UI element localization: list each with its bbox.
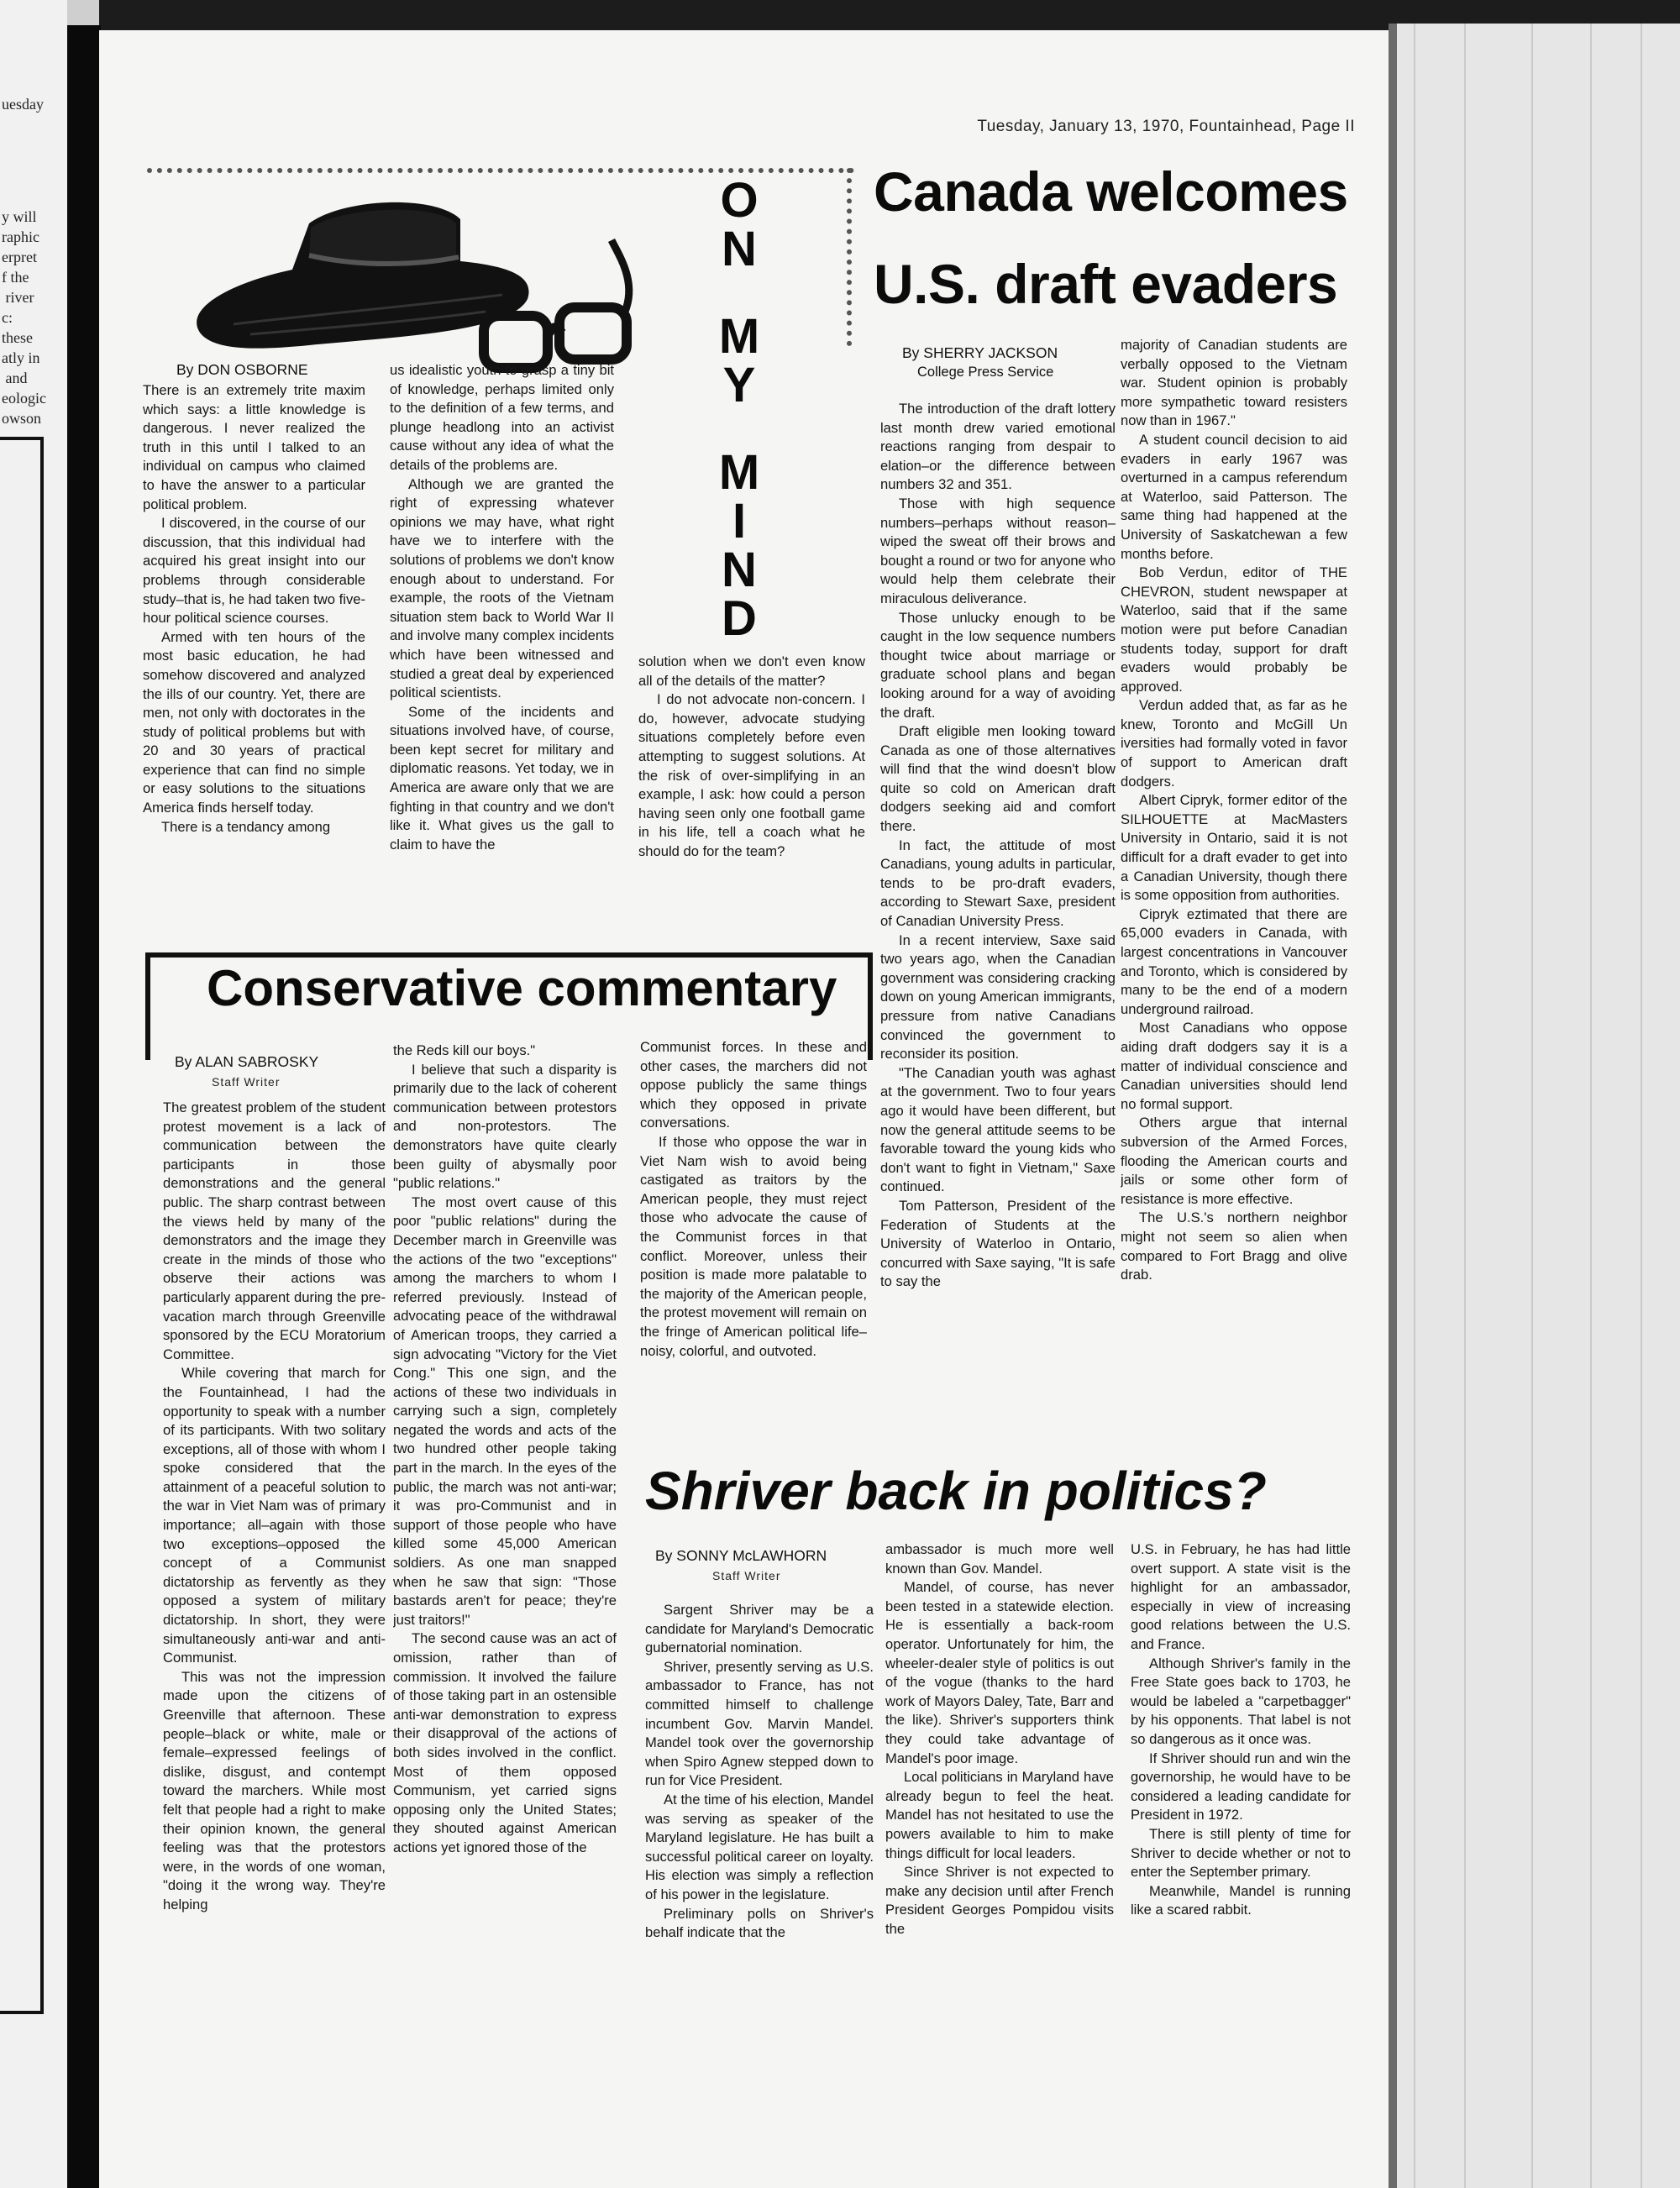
shriver-headline: Shriver back in politics? <box>645 1461 1267 1521</box>
adjacent-fragment: these <box>2 329 33 346</box>
adjacent-fragment: uesday <box>2 96 44 113</box>
adjacent-fragment: and <box>2 370 28 386</box>
on-my-mind-column-3: solution when we don't even know all of the details of the matter? I do not advocate non-concern. I do, however, advocate studying situations completely before even attempting to suggest solutions. At the risk of over-simplifying in an example, I ask: how could a person having seen only one football game in his life, tell a coach what he should do for the team? <box>638 653 865 859</box>
canada-byline: By SHERRY JACKSON <box>902 344 1058 361</box>
canada-headline-line-2: U.S. draft evaders <box>874 253 1338 315</box>
shriver-byline: By SONNY McLAWHORN <box>655 1547 827 1564</box>
shriver-column-2: ambassador is much more well known than Gov. Mandel. Mandel, of course, has never been tested in a statewide election. He is essentially a back-room operator. Unfortunately for him, the wheeler-dealer style of politics is out of the vogue (thanks to the hard work of Mayors Daley, Tate, Barr and the like). Shriver's supporters think they could take advantage of Mandel's poor image. Local politicians in Maryland have already begun to feel the heat. Mandel has not hesitated to use the powers available to him to make things difficult for local leaders. Since Shriver is not expected to make any decision until after French President Georges Pompidou visits the <box>885 1541 1114 1937</box>
book-binding <box>67 25 101 2188</box>
adjacent-fragment: river <box>2 289 34 306</box>
adjacent-fragment: eologic <box>2 390 46 407</box>
canada-column-1: The introduction of the draft lottery last month drew varied emotional reactions ranging from despair to elation–or the difference between numbers 32 and 351. Those with high sequence numbers–perhaps without reason–wiped the sweat off their brows and bought a round or two for anyone who would help them celebrate their miraculous deliverance. Those unlucky enough to be caught in the low sequence numbers thought twice about marriage or graduate school plans and began looking around for a way of avoiding the draft. Draft eligible men looking toward Canada as one of those alternatives will find that the wind doesn't blow quite so cold on American draft dodgers seeking aid and comfort there. In fact, the attitude of most Canadians, young adults in particular, tends to be pro-draft evaders, according to Stewart Saxe, president of Canadian University Press. In a recent interview, Saxe said two years ago, when the Canadian government was considering cracking down on young American immigrants, pressure from native Canadians convinced the government to reconsider its position. "The Canadian youth was aghast at the government. Two to four years ago it would have been different, but now the general attitude seems to be favorable toward the young kids who don't want to fight in Vietnam," Saxe continued. Tom Patterson, President of the Federation of Students at the University of Waterloo in Ontario, concurred with Saxe saying, "It is safe to say the <box>880 401 1116 1290</box>
adjacent-fragment: atly in <box>2 349 40 366</box>
shriver-column-3: U.S. in February, he has had little overt support. A state visit is the highlight for an ambassador, especially in view of increasing good relations between the U.S. and France. Although Shriver's family in the Free State goes back to 1703, he would be labeled a "carpetbagger" by his opponents. That label is not so dangerous as it once was. If Shriver should run and win the governorship, he would have to be considered a leading candidate for President in 1972. There is still plenty of time for Shriver to decide whether or not to enter the September primary. Meanwhile, Mandel is running like a scared rabbit. <box>1131 1541 1351 1918</box>
adjacent-fragment: owson <box>2 410 42 427</box>
adjacent-fragment: c: <box>2 309 13 326</box>
on-my-mind-column-1: There is an extremely trite maxim which says: a little knowledge is dangerous. I never realized the truth in this until I talked to an individual on campus who claimed to have the answer to a particular political problem. I discovered, in the course of our discussion, that this individual had acquired his great insight into our problems through considerable study–that is, he had taken two five-hour political science courses. Armed with ten hours of the most basic education, he had somehow discovered and analyzed the ills of our country. Yet, there are men, not only with doctorates in the study of political problems but with 20 and 30 years of practical experience that can find no simple or easy solutions to the situations America finds herself today. There is a tendancy among <box>143 382 365 835</box>
adjacent-fragment: raphic <box>2 228 39 245</box>
shriver-byline-sub: Staff Writer <box>712 1569 781 1582</box>
adjacent-fragment: y will <box>2 208 37 225</box>
canada-column-2: majority of Canadian students are verbally opposed to the Vietnam war. Student opinion is probably more sympathetic toward resisters now than in 1967." A student council decision to aid evaders in early 1967 was overturned in a campus referendum at Waterloo, said Patterson. The same thing had happened at the University of Saskatchewan a few months before. Bob Verdun, editor of THE CHEVRON, student newspaper at Waterloo, said that if the same motion were put before Canadian students today, support for draft evaders would probably be approved. Verdun added that, as far as he knew, Toronto and McGill Un iversities had formally voted in favor of support to American draft dodgers. Albert Cipryk, former editor of the SILHOUETTE at MacMasters University in Ontario, said it is not difficult for a draft evader to get into a Canadian University, though there is some opposition from authorities. Cipryk eztimated that there are 65,000 evaders in Canada, with largest concentrations in Vancouver and Toronto, which is considered by many to be the end of a modern underground railroad. Most Canadians who oppose aiding draft dodgers say it is a matter of individual conscience and Canadian universities should lend no formal support. Others argue that internal subversion of the Armed Forces, flooding the American courts and jails or some other form of resistance is more effective. The U.S.'s northern neighbor might not seem so alien when compared to Fort Bragg and olive drab. <box>1121 337 1347 1283</box>
adjacent-fragment: f the <box>2 269 29 286</box>
canada-byline-sub: College Press Service <box>917 365 1054 380</box>
page-folio: Tuesday, January 13, 1970, Fountainhead, Page II <box>977 118 1355 135</box>
conservative-column-1: The greatest problem of the student protest movement is a lack of communication between the participants in those demonstrations and the general public. The sharp contrast between the views held by many of the demonstrators and the image they create in the minds of those who observe their actions was particularly apparent during the pre-vacation march through Greenville sponsored by the ECU Moratorium Committee. While covering that march for the Fountainhead, I had the opportunity to speak with a number of its participants. With two solitary exceptions, all of those with whom I spoke considered that the attainment of a peaceful solution to the war in Viet Nam was of primary importance; all–again with those two exceptions–opposed the concept of a Communist dictatorship as fervently as they opposed a system of military dictatorship. In short, they were simultaneously anti-war and anti-Communist. This was not the impression made upon the citizens of Greenville that afternoon. These people–black or white, male or female–expressed feelings of dislike, disgust, and contempt toward the marchers. While most felt that people had a right to make their opinion known, the general feeling was that the protestors were, in the words of one woman, "doing it the wrong way. They're helping <box>163 1099 386 1913</box>
conservative-byline: By ALAN SABROSKY <box>175 1053 319 1070</box>
stacked-page-edges <box>1389 24 1680 2188</box>
adjacent-fragment: erpret <box>2 249 37 265</box>
on-my-mind-column-2: us idealistic youth to grasp a tiny bit of knowledge, perhaps limited only to the definition of a few terms, and plunge headlong into an activist cause without any idea of what the details of the problems are. Although we are granted the right of expressing whatever opinions we may have, what right have we to interfere with the solutions of problems we don't know enough about to understand. For example, the roots of the Vietnam situation stem back to World War II and involve many complex incidents which have been witnessed and studied a great deal by experienced political scientists. Some of the incidents and situations involved have, of course, been kept secret for military and diplomatic reasons. Yet today, we in America are aware only that we are fighting in that country and we don't like it. What gives us the gall to claim to have the <box>390 362 614 853</box>
conservative-byline-sub: Staff Writer <box>212 1075 281 1089</box>
conservative-commentary-headline: Conservative commentary <box>207 960 837 1016</box>
on-my-mind-dotted-border-right <box>847 168 852 346</box>
adjacent-page-strip <box>0 0 67 2188</box>
on-my-mind-vertical-title: O N M Y M I N D <box>718 173 760 646</box>
boater-hat-icon <box>197 202 528 349</box>
on-my-mind-byline: By DON OSBORNE <box>176 361 308 378</box>
canada-headline-line-1: Canada welcomes <box>874 160 1348 223</box>
conservative-column-2: the Reds kill our boys." I believe that such a disparity is primarily due to the lack of coherent communication between protestors and non-protestors. The demonstrators have quite clearly been guilty of abysmally poor "public relations." The most overt cause of this poor "public relations" during the December march in Greenville was the actions of the two "exceptions" among the marchers to whom I referred previously. Instead of advocating peace of the withdrawal of American troops, they carried a sign advocating "Victory for the Viet Cong." This one sign, and the actions of these two individuals in carrying such a sign, completely negated the words and acts of the two hundred other people taking part in the march. In the eyes of the public, the march was not anti-war; it was pro-Communist and in support of those people who have killed some 45,000 American soldiers. As one man snapped when he saw that sign: "Those bastards aren't for peace; they're just traitors!" The second cause was an act of omission, rather than of commission. It involved the failure of those taking part in an ostensible anti-war demonstration to express their disapproval of the actions of both sides involved in the conflict. Most of them opposed Communism, yet carried signs opposing only the United States; they shouted against American actions yet ignored those of the <box>393 1042 617 1855</box>
adjacent-page-box <box>0 437 44 2014</box>
shriver-column-1: Sargent Shriver may be a candidate for Maryland's Democratic gubernatorial nomination. Shriver, presently serving as U.S. ambassador to France, has not committed himself to challenge incumbent Gov. Marvin Mandel. Mandel took over the governorship when Spiro Agnew stepped down to run for Vice President. At the time of his election, Mandel was serving as speaker of the Maryland legislature. He has built a successful political career on loyalty. His election was simply a reflection of his power in the legislature. Preliminary polls on Shriver's behalf indicate that the <box>645 1602 874 1941</box>
newspaper-page <box>99 30 1389 2188</box>
conservative-column-3: Communist forces. In these and other cases, the marchers did not oppose publicly the same things which they opposed in private conversations. If those who oppose the war in Viet Nam wish to avoid being castigated as traitors by the American people, they must reject those who advocate the cause of the Communist forces in that conflict. Moreover, unless their position is made more palatable to the majority of the American people, the protest movement will remain on the fringe of American political life–noisy, colorful, and outvoted. <box>640 1039 867 1359</box>
